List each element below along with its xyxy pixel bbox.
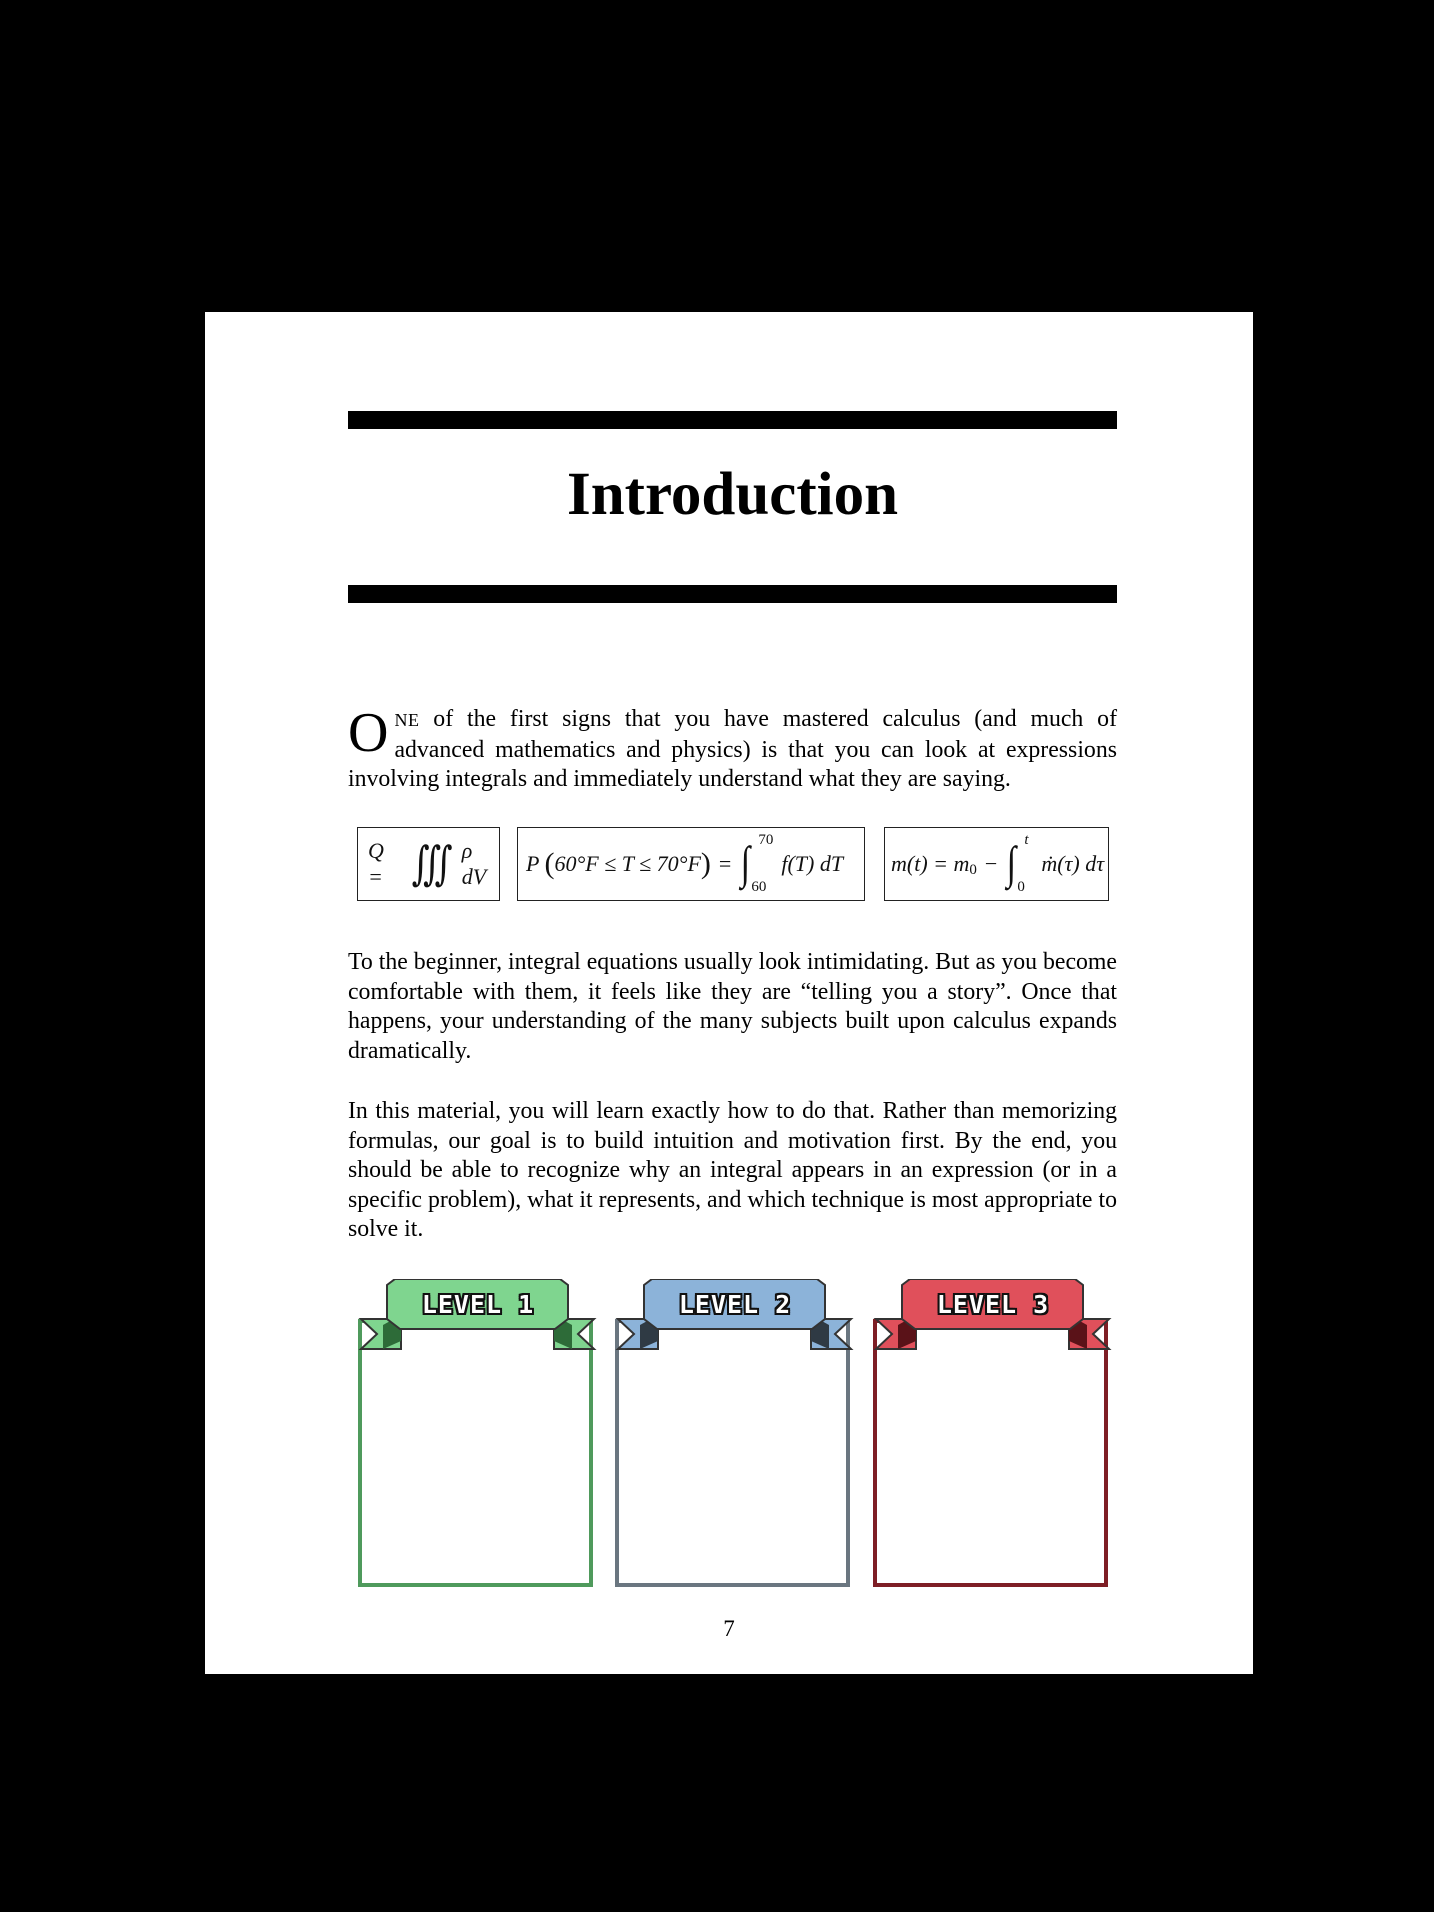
title-rule-top (348, 411, 1117, 429)
paragraph-text: In this material, you will learn exactly how to do that. Rather than memorizing formulas, our goal is to build intuition and motivation first. By the end, you should be able to recognize why an integral appears in an expression (or in a specific problem), what it represents, and which technique is most appropriate to solve it. (348, 1098, 1117, 1242)
formula-equals: = (718, 851, 732, 876)
level-1-card (355, 1279, 600, 1579)
upper-limit: 70 (758, 832, 774, 848)
integral-symbol: ∫ (740, 837, 751, 888)
formula-box-probability (517, 827, 865, 901)
upper-limit: t (1024, 832, 1029, 848)
integral-symbol: ∫ (1006, 837, 1017, 888)
level-label-banner (642, 1279, 828, 1329)
drop-cap: O (348, 702, 389, 764)
paragraph-text: To the beginner, integral equations usually look intimidating. But as you become comfortable with them, it feels like they are “telling you a story”. Once that happens, your understanding of the many subjects built upon calculus expands dramatically. (348, 949, 1117, 1064)
level-label-banner (385, 1279, 571, 1329)
formula-subscript: 0 (969, 861, 977, 878)
formula-integrand: ṁ(τ) dτ (1041, 851, 1105, 876)
level-2-card (612, 1279, 857, 1579)
intro-text: of the first signs that you have mastered calculus (and much of advanced mathematics and physics) is that you can look at expressions involving integrals and immediately understand what they are saying. (348, 706, 1117, 792)
page-number: 7 (723, 1616, 735, 1641)
definite-integral (739, 832, 774, 895)
title-rule-bottom (348, 585, 1117, 603)
formula-box-mass (884, 827, 1109, 901)
level-label: LEVEL 1 (421, 1289, 535, 1319)
level-label: LEVEL 3 (936, 1289, 1050, 1319)
body-paragraph (348, 948, 1117, 1066)
document-page (205, 312, 1253, 1674)
lower-limit: 0 (1017, 879, 1025, 895)
formula-integrand: f(T) dT (781, 851, 844, 876)
formula-lhs: Q = (368, 838, 384, 889)
small-caps-word: NE (394, 710, 420, 730)
paren-open: ( (544, 847, 555, 880)
formula-integrand: ρ dV (461, 838, 487, 889)
level-label: LEVEL 2 (678, 1289, 792, 1319)
level-label-banner (900, 1279, 1086, 1329)
formula-lhs: P (526, 851, 540, 876)
intro-paragraph (348, 702, 1117, 795)
level-3-card (870, 1279, 1115, 1579)
formula-lhs: m(t) = m (891, 851, 970, 876)
body-paragraph (348, 1097, 1117, 1245)
definite-integral (1005, 834, 1031, 894)
formula-minus: − (984, 851, 998, 876)
formula-argument: 60°F ≤ T ≤ 70°F (554, 851, 701, 876)
chapter-title: Introduction (566, 461, 899, 528)
triple-integral-symbol: ∭ (412, 838, 453, 889)
lower-limit: 60 (751, 879, 767, 895)
paren-close: ) (700, 847, 711, 880)
formula-box-charge (357, 827, 500, 901)
